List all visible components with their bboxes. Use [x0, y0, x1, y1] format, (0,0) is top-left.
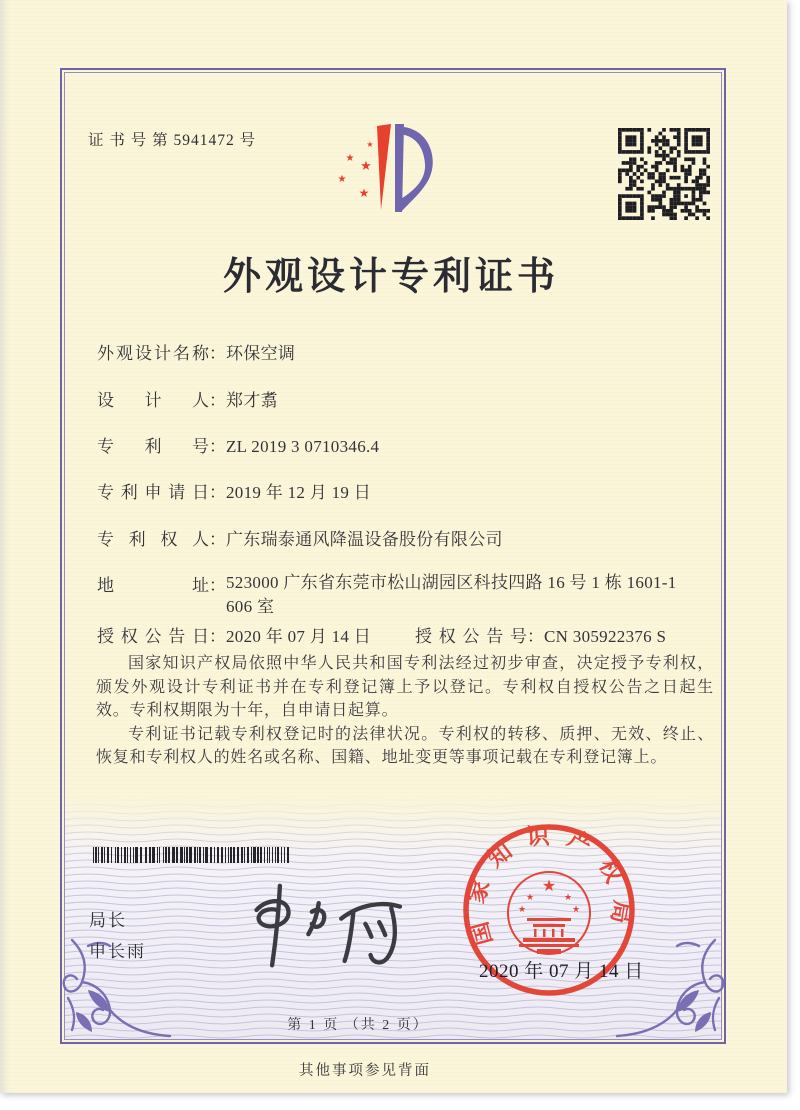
svg-text:★: ★: [563, 893, 573, 903]
certificate-number: 证 书 号 第 5941472 号: [88, 132, 257, 149]
seal-date: 2020 年 07 月 14 日: [479, 961, 644, 982]
star-icon: ★: [360, 159, 372, 174]
barcode: [93, 847, 293, 863]
field-row-patent-no: 专利号：ZL 2019 3 0710346.4: [97, 432, 379, 457]
field-row-filing-date: 专利申请日：2019 年 12 月 19 日: [97, 478, 371, 503]
field-label: 设计人: [97, 391, 209, 410]
qr-code: [618, 128, 710, 220]
field-value: 523000 广东省东莞市松山湖园区科技四路 16 号 1 栋 1601-1 606 室: [226, 573, 677, 616]
back-note: 其他事项参见背面: [299, 1063, 431, 1079]
field-value: CN 305922376 S: [544, 627, 667, 646]
signature: [222, 880, 412, 972]
field-value: ZL 2019 3 0710346.4: [226, 437, 380, 456]
body-paragraph: 国家知识产权局依照中华人民共和国专利法经过初步审查，决定授予专利权，颁发外观设计专利证书并在专利登记簿上予以登记。专利权自授权公告之日起生效。专利权期限为十年，自申请日起算。: [96, 655, 714, 719]
field-row-grant: 授权公告日：2020 年 07 月 14 日 授权公告号：CN 305922376 S: [97, 622, 371, 647]
svg-text:★: ★: [571, 905, 581, 915]
field-label: 专利申请日: [97, 483, 209, 502]
star-icon: ★: [366, 140, 374, 149]
field-value: 2020 年 07 月 14 日: [226, 627, 372, 646]
field-row-design-name: 外观设计名称：环保空调: [97, 339, 295, 364]
field-label: 专利号: [97, 437, 209, 456]
field-value: 郑才翥: [226, 391, 278, 410]
field-label: 外观设计名称: [97, 344, 209, 363]
cnipa-logo: [334, 120, 438, 216]
svg-text:★: ★: [517, 905, 527, 915]
field-value: 广东瑞泰通风降温设备股份有限公司: [226, 530, 503, 549]
field-label: 授权公告号: [415, 627, 527, 646]
national-emblem-icon: [508, 872, 590, 954]
field-row-patentee: 专利权人：广东瑞泰通风降温设备股份有限公司: [97, 525, 503, 550]
body-paragraph: 专利证书记载专利权登记时的法律状况。专利权的转移、质押、无效、终止、恢复和专利权人的姓名或名称、国籍、地址变更等事项记载在专利登记簿上。: [96, 725, 714, 766]
star-icon: ★: [337, 174, 347, 185]
field-row-designer: 设计人：郑才翥: [97, 386, 278, 411]
field-label: 专利权人: [97, 530, 209, 549]
field-pair-grant-no: 授权公告号：CN 305922376 S: [415, 622, 666, 647]
field-value: 2019 年 12 月 19 日: [226, 483, 372, 502]
seal-text: 国家知识产权局: [462, 822, 635, 948]
star-icon: ★: [345, 153, 355, 164]
field-row-address: 地址：523000 广东省东莞市松山湖园区科技四路 16 号 1 栋 1601-1 606 室: [97, 571, 696, 619]
svg-text:★: ★: [541, 876, 557, 895]
legal-text: [96, 652, 714, 770]
star-icon: ★: [358, 186, 370, 200]
director-name: 申长雨: [89, 942, 146, 961]
svg-text:★: ★: [525, 893, 535, 903]
page-indicator: 第 1 页 （共 2 页）: [287, 1018, 429, 1033]
director-title: 局长: [89, 911, 127, 930]
field-label: 授权公告日: [97, 627, 209, 646]
field-label: 地址: [97, 576, 209, 595]
field-value: 环保空调: [226, 344, 296, 363]
page-title: 外观设计专利证书: [222, 256, 559, 298]
